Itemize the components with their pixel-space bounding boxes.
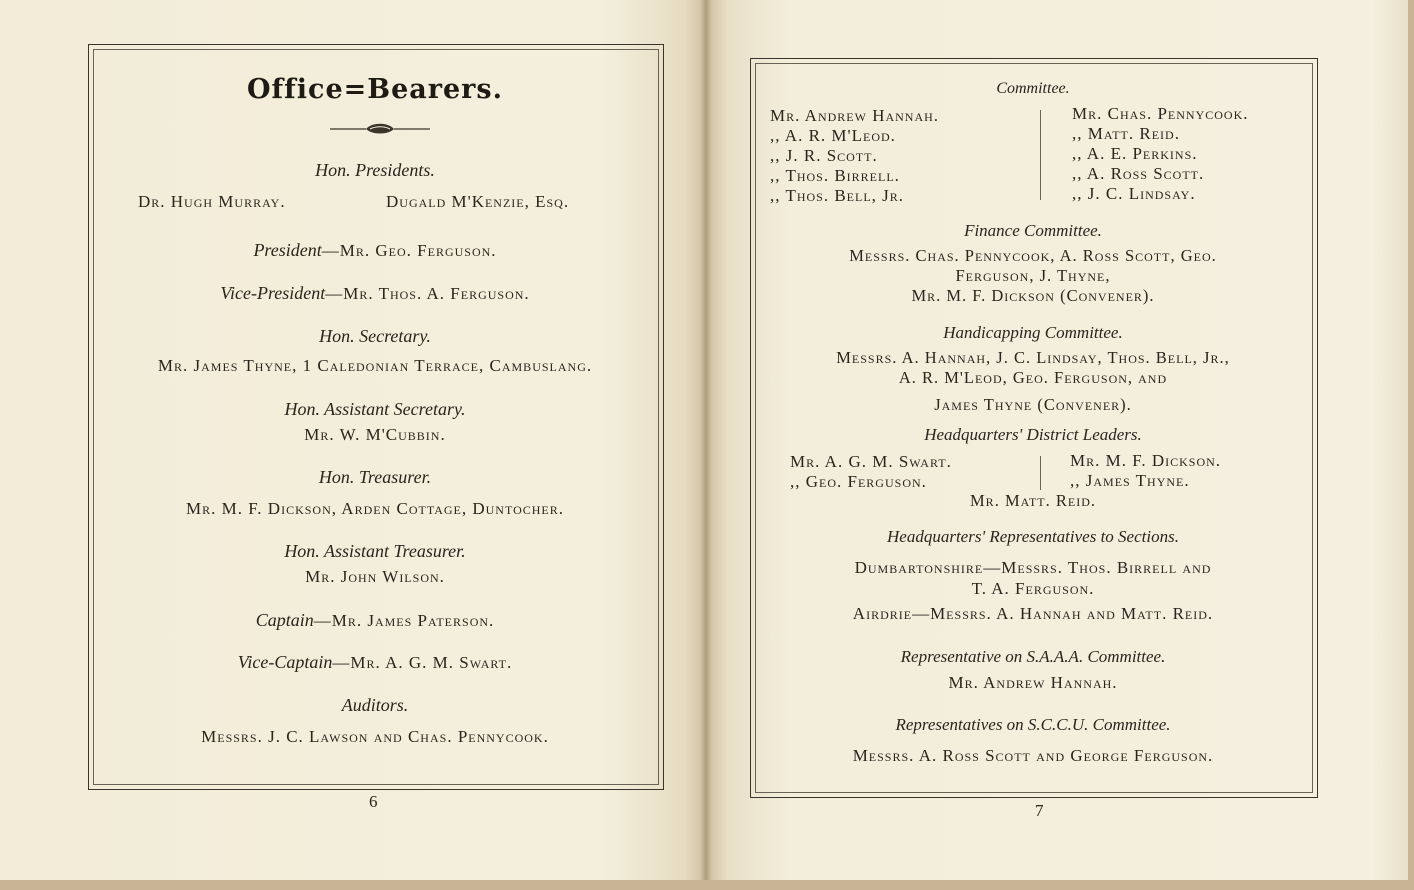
vice-captain-line xyxy=(88,652,662,673)
committee-member: ,, Thos. Bell, Jr. xyxy=(770,186,905,205)
committee-member: Mr. Andrew Hannah. xyxy=(770,106,940,125)
committee-member: ,, A. E. Perkins. xyxy=(1072,144,1198,163)
committee-divider xyxy=(1040,110,1041,200)
book-gutter xyxy=(700,0,712,880)
hon-secretary-value: Mr. James Thyne, 1 Caledonian Terrace, Cambuslang. xyxy=(157,356,593,375)
left-page xyxy=(0,0,706,880)
reps-sections-line-3: Airdrie—Messrs. A. Hannah and Matt. Reid. xyxy=(852,604,1214,623)
right-page xyxy=(706,0,1408,880)
president-value: —Mr. Geo. Ferguson. xyxy=(321,241,497,260)
page-number-right: 7 xyxy=(1035,801,1044,820)
committee-right-column xyxy=(1072,104,1249,204)
sccu-label: Representatives on S.C.C.U. Committee. xyxy=(895,715,1171,734)
district-leader: Mr. M. F. Dickson. xyxy=(1070,451,1222,470)
district-leader: ,, Geo. Ferguson. xyxy=(790,472,927,491)
committee-member: Mr. Chas. Pennycook. xyxy=(1072,104,1249,123)
district-leaders-label: Headquarters' District Leaders. xyxy=(924,425,1142,444)
leaf-ornament-icon xyxy=(330,122,430,136)
vice-president-line xyxy=(88,283,662,304)
committee-member: ,, Matt. Reid. xyxy=(1072,124,1180,143)
hon-president-1: Dr. Hugh Murray. xyxy=(138,192,286,211)
hon-asst-secretary-label: Hon. Assistant Secretary. xyxy=(284,399,466,419)
finance-label: Finance Committee. xyxy=(964,221,1102,240)
committee-member: ,, A. R. M'Leod. xyxy=(770,126,896,145)
district-center-leader: Mr. Matt. Reid. xyxy=(970,491,1096,510)
captain-line xyxy=(88,610,662,631)
reps-sections-label: Headquarters' Representatives to Sections. xyxy=(887,527,1179,546)
finance-line-3: Mr. M. F. Dickson (Convener). xyxy=(911,286,1155,305)
reps-sections-line-2: T. A. Ferguson. xyxy=(971,579,1095,598)
hon-secretary-label: Hon. Secretary. xyxy=(319,326,431,346)
committee-left-column xyxy=(770,106,939,206)
sccu-value: Messrs. A. Ross Scott and George Ferguson. xyxy=(852,746,1214,765)
captain-label: Captain xyxy=(255,610,314,630)
vice-captain-label: Vice-Captain xyxy=(237,652,333,672)
district-divider xyxy=(1040,456,1041,490)
district-leader: ,, James Thyne. xyxy=(1070,471,1190,490)
district-left-column xyxy=(790,452,952,492)
hon-asst-treasurer-value: Mr. John Wilson. xyxy=(305,567,445,586)
handicapping-label: Handicapping Committee. xyxy=(943,323,1123,342)
district-leader: Mr. A. G. M. Swart. xyxy=(790,452,952,471)
committee-label: Committee. xyxy=(996,80,1070,97)
auditors-label: Auditors. xyxy=(341,695,409,715)
reps-sections-line-1: Dumbartonshire—Messrs. Thos. Birrell and xyxy=(854,558,1212,577)
auditors-value: Messrs. J. C. Lawson and Chas. Pennycook. xyxy=(201,727,549,746)
committee-member: ,, J. C. Lindsay. xyxy=(1072,184,1196,203)
hon-asst-treasurer-label: Hon. Assistant Treasurer. xyxy=(284,541,466,561)
saaa-label: Representative on S.A.A.A. Committee. xyxy=(900,647,1166,666)
president-label: President xyxy=(253,240,322,260)
saaa-value: Mr. Andrew Hannah. xyxy=(948,673,1118,692)
handicapping-line-2: A. R. M'Leod, Geo. Ferguson, and xyxy=(898,368,1168,387)
handicapping-line-3: James Thyne (Convener). xyxy=(934,395,1132,414)
vice-president-value: —Mr. Thos. A. Ferguson. xyxy=(325,284,530,303)
hon-treasurer-value: Mr. M. F. Dickson, Arden Cottage, Duntocher. xyxy=(185,499,565,518)
hon-president-2: Dugald M'Kenzie, Esq. xyxy=(386,192,570,211)
page-number-left: 6 xyxy=(369,792,378,811)
page-heading: Office=Bearers. xyxy=(247,74,503,105)
vice-president-label: Vice-President xyxy=(220,283,326,303)
finance-line-2: Ferguson, J. Thyne, xyxy=(955,266,1111,285)
captain-value: —Mr. James Paterson. xyxy=(313,611,495,630)
president-line xyxy=(88,240,662,261)
hon-asst-secretary-value: Mr. W. M'Cubbin. xyxy=(304,425,446,444)
committee-member: ,, A. Ross Scott. xyxy=(1072,164,1205,183)
hon-treasurer-label: Hon. Treasurer. xyxy=(318,467,432,487)
vice-captain-value: —Mr. A. G. M. Swart. xyxy=(332,653,513,672)
hon-presidents-label: Hon. Presidents. xyxy=(315,160,435,180)
finance-line-1: Messrs. Chas. Pennycook, A. Ross Scott, Geo. xyxy=(849,246,1217,265)
district-right-column xyxy=(1070,451,1221,491)
handicapping-line-1: Messrs. A. Hannah, J. C. Lindsay, Thos. Bell, Jr., xyxy=(836,348,1230,367)
committee-member: ,, J. R. Scott. xyxy=(770,146,878,165)
committee-member: ,, Thos. Birrell. xyxy=(770,166,900,185)
